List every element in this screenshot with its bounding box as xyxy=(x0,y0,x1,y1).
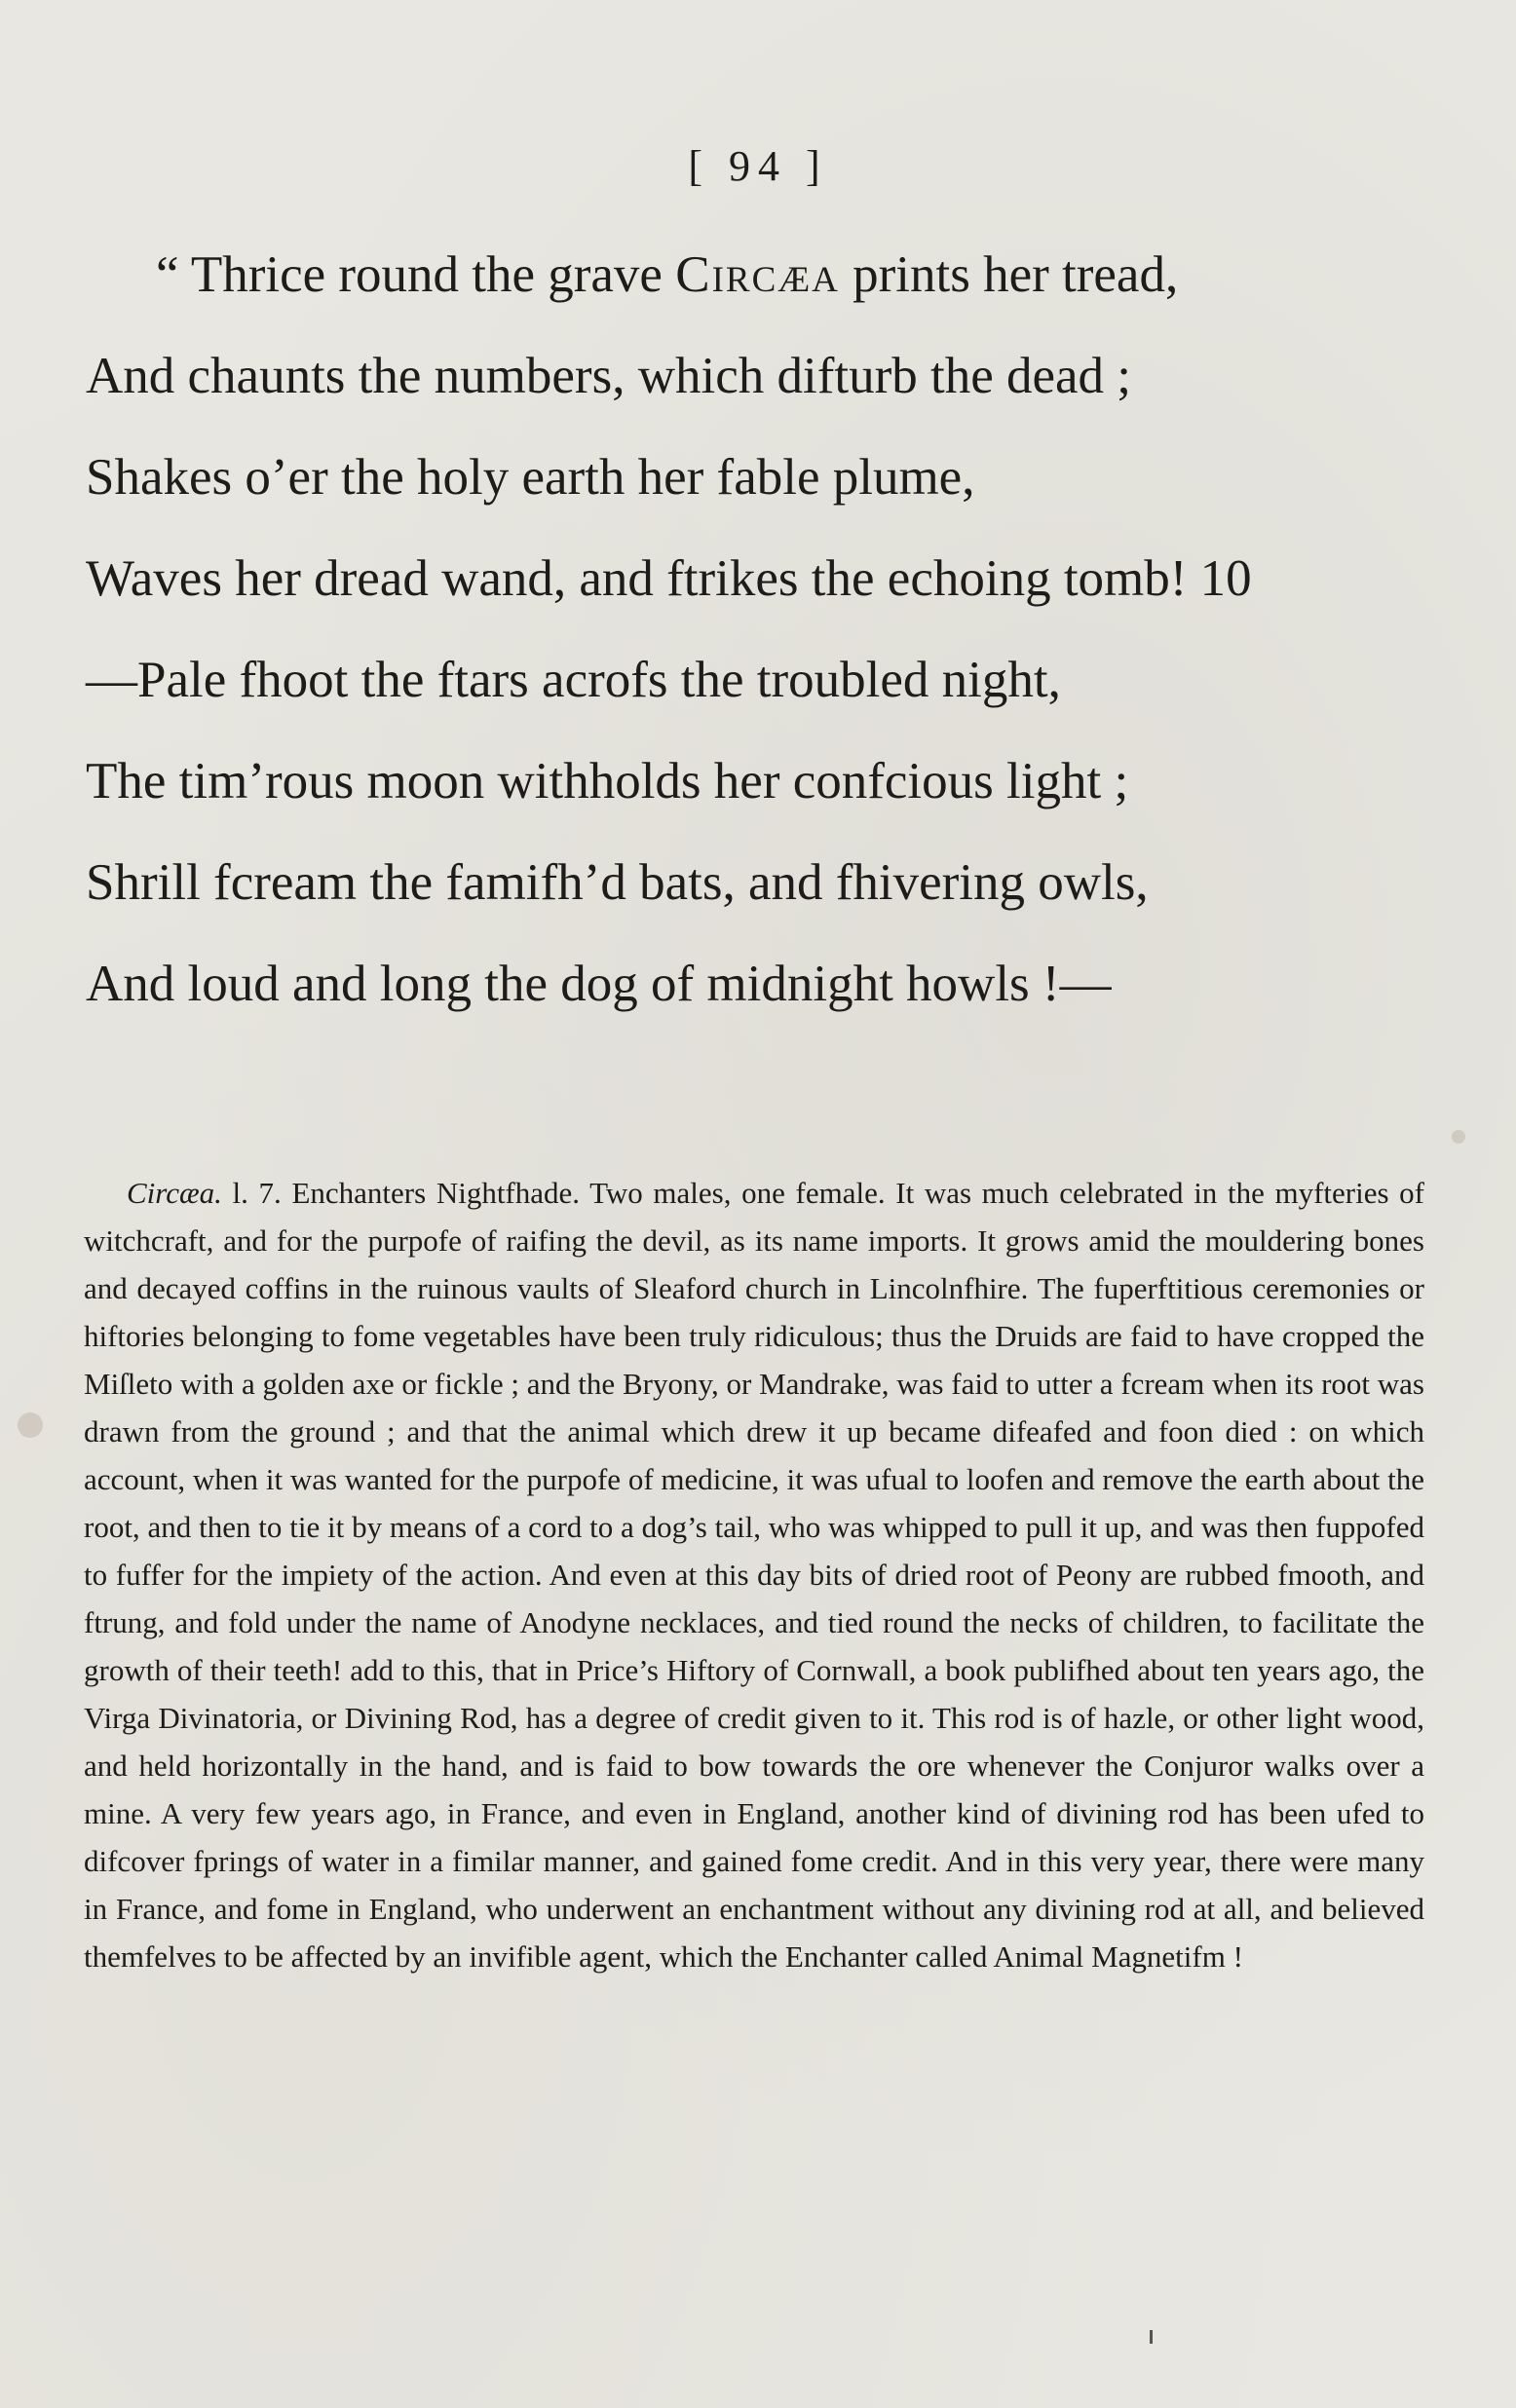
verse-text: Waves her dread wand, and ftrikes the echoing tomb! 10 xyxy=(86,550,1252,607)
page-mark xyxy=(1150,2330,1153,2344)
verse-text: And chaunts the numbers, which difturb the dead ; xyxy=(86,348,1131,404)
verse-text: Shrill fcream the famifh’d bats, and fhivering owls, xyxy=(86,854,1149,911)
verse-text: —Pale fhoot the ftars acrofs the troubled night, xyxy=(86,652,1061,708)
verse-text: “ Thrice round the grave xyxy=(156,246,676,303)
footnote-lemma: Circæa. xyxy=(127,1176,222,1210)
verse-line xyxy=(86,427,1450,528)
verse-line xyxy=(86,629,1450,731)
verse-line xyxy=(86,528,1450,629)
verse-line xyxy=(86,325,1450,427)
verse-text: Shakes o’er the holy earth her fable plume, xyxy=(86,449,975,506)
footnote xyxy=(84,1169,1424,1980)
footnote-text: l. 7. Enchanters Nightfhade. Two males, one female. It was much celebrated in the myfteries of witchcraft, and for the purpofe of raifing the devil, as its name imports. It grows amid the mouldering bones and decayed coffins in the ruinous vaults of Sleaford church in Lincolnfhire. The fuperftitious ceremonies or hiftories belonging to fome vegetables have been truly ridiculous; thus the Druids are faid to have cropped the Miſleto with a golden axe or fickle ; and the Bryony, or Mandrake, was faid to utter a fcream when its root was drawn from the ground ; and that the animal which drew it up became difeafed and foon died : on which account, when it was wanted for the purpofe of medicine, it was ufual to loofen and remove the earth about the root, and then to tie it by means of a cord to a dog’s tail, who was whipped to pull it up, and was then fuppofed to fuffer for the impiety of the action. And even at this day bits of dried root of Peony are rubbed fmooth, and ftrung, and fold under the name of Anodyne necklaces, and tied round the necks of children, to facilitate the growth of their teeth! add to this, that in Price’s Hiftory of Cornwall, a book publifhed about ten years ago, the Virga Divinatoria, or Divining Rod, has a degree of credit given to it. This rod is of hazle, or other light wood, and held horizontally in the hand, and is faid to bow towards the ore whenever the Conjuror walks over a mine. A very few years ago, in France, and even in England, another kind of divining rod has been ufed to difcover fprings of water in a fimilar manner, and gained fome credit. And in this very year, there were many in France, and fome in England, who underwent an enchantment without any divining rod at all, and believed themfelves to be affected by an invifible agent, which the Enchanter called Animal Magnetifm ! xyxy=(84,1176,1425,1974)
plant-name: Circæa xyxy=(675,246,840,303)
verse-text: The tim’rous moon withholds her confcious light ; xyxy=(86,753,1129,809)
poem-stanza xyxy=(86,224,1450,1035)
verse-line xyxy=(86,224,1450,325)
verse-line xyxy=(86,933,1450,1035)
verse-text: prints her tread, xyxy=(839,246,1179,303)
verse-text: And loud and long the dog of midnight howls !— xyxy=(86,956,1112,1012)
page-number: [ 94 ] xyxy=(688,142,828,190)
verse-line xyxy=(86,832,1450,933)
foxing-spot xyxy=(18,1412,43,1438)
foxing-spot xyxy=(1452,1130,1465,1144)
verse-line xyxy=(86,731,1450,832)
